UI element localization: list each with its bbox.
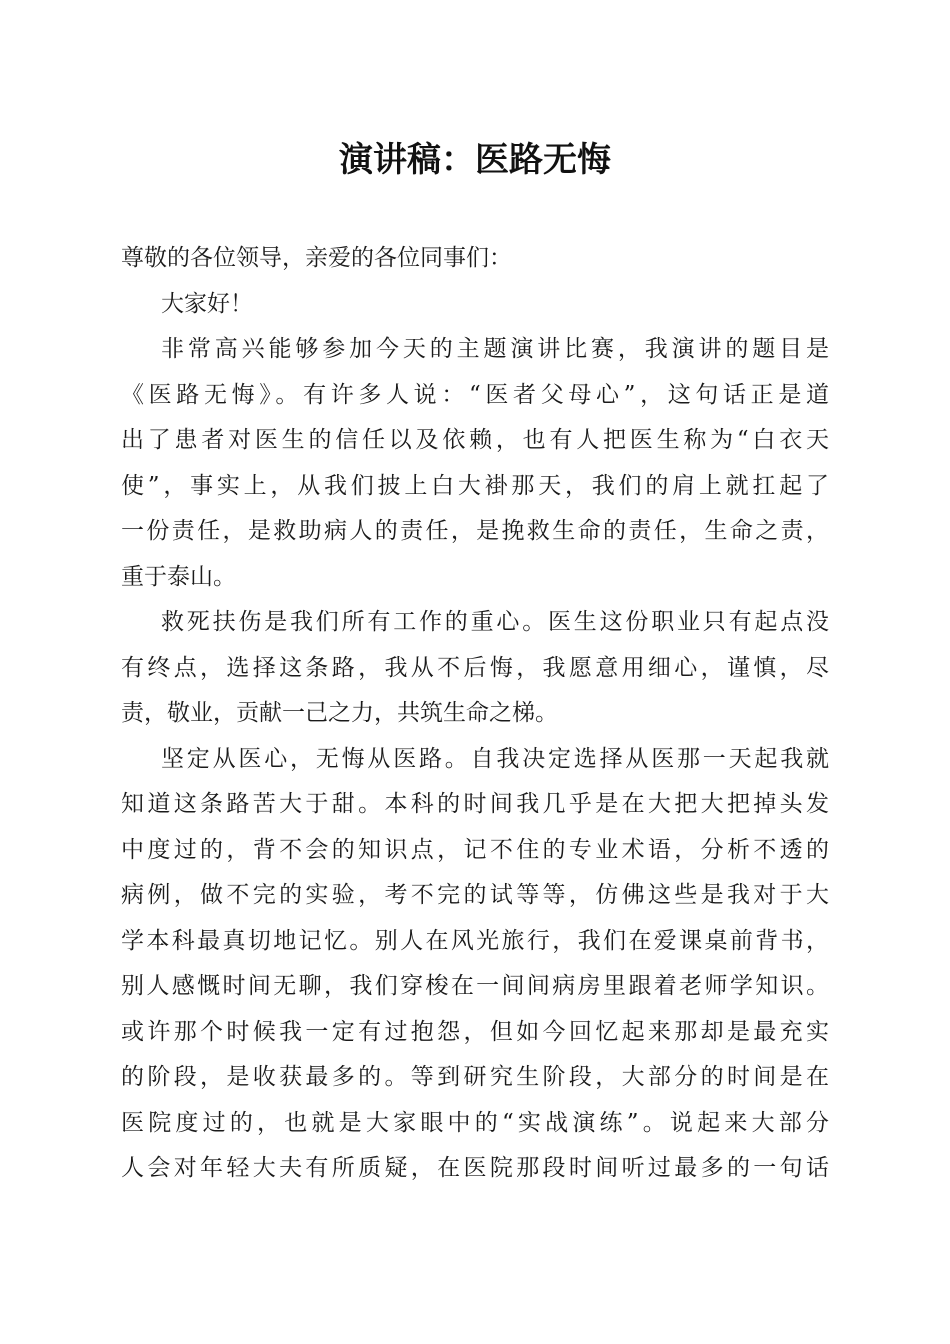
text-line: 非常高兴能够参加今天的主题演讲比赛，我演讲的题目是 [161,336,829,362]
document-title: 演讲稿：医路无悔 [339,140,611,180]
document-body [121,236,829,1192]
text-line: 坚定从医心，无悔从医路。自我决定选择从医那一天起我就 [161,745,829,772]
text-line: 知道这条路苦大于甜。本科的时间我几乎是在大把大把掉头发 [121,791,829,817]
text-line: 的阶段，是收获最多的。等到研究生阶段，大部分的时间是在 [121,1064,829,1090]
text-line: 一份责任，是救助病人的责任，是挽救生命的责任，生命之责， [121,518,829,544]
text-line: 责，敬业，贡献一己之力，共筑生命之梯。 [121,700,558,726]
text-line: 有终点，选择这条路，我从不后悔，我愿意用细心，谨慎，尽 [121,654,829,681]
text-line: 别人感慨时间无聊，我们穿梭在一间间病房里跟着老师学知识。 [121,973,829,999]
text-line: 学本科最真切地记忆。别人在风光旅行，我们在爱课桌前背书， [121,927,829,954]
text-line: 《医路无悔》。有许多人说：“医者父母心”，这句话正是道 [121,381,829,408]
text-line: 人会对年轻大夫有所质疑，在医院那段时间听过最多的一句话 [121,1155,829,1181]
text-line: 病例，做不完的实验，考不完的试等等，仿佛这些是我对于大 [121,882,829,908]
text-line: 大家好！ [161,290,253,317]
text-line: 救死扶伤是我们所有工作的重心。医生这份职业只有起点没 [161,609,829,635]
text-line: 中度过的，背不会的知识点，记不住的专业术语，分析不透的 [121,836,829,863]
text-line: 使”，事实上，从我们披上白大褂那天，我们的肩上就扛起了 [121,472,829,499]
text-line: 重于泰山。 [121,563,236,590]
text-line: 或许那个时候我一定有过抱怨，但如今回忆起来那却是最充实 [121,1018,829,1045]
text-line: 尊敬的各位领导，亲爱的各位同事们： [121,245,512,271]
text-line: 出了患者对医生的信任以及依赖，也有人把医生称为“白衣天 [121,427,829,453]
text-line: 医院度过的，也就是大家眼中的“实战演练”。说起来大部分 [121,1109,829,1136]
